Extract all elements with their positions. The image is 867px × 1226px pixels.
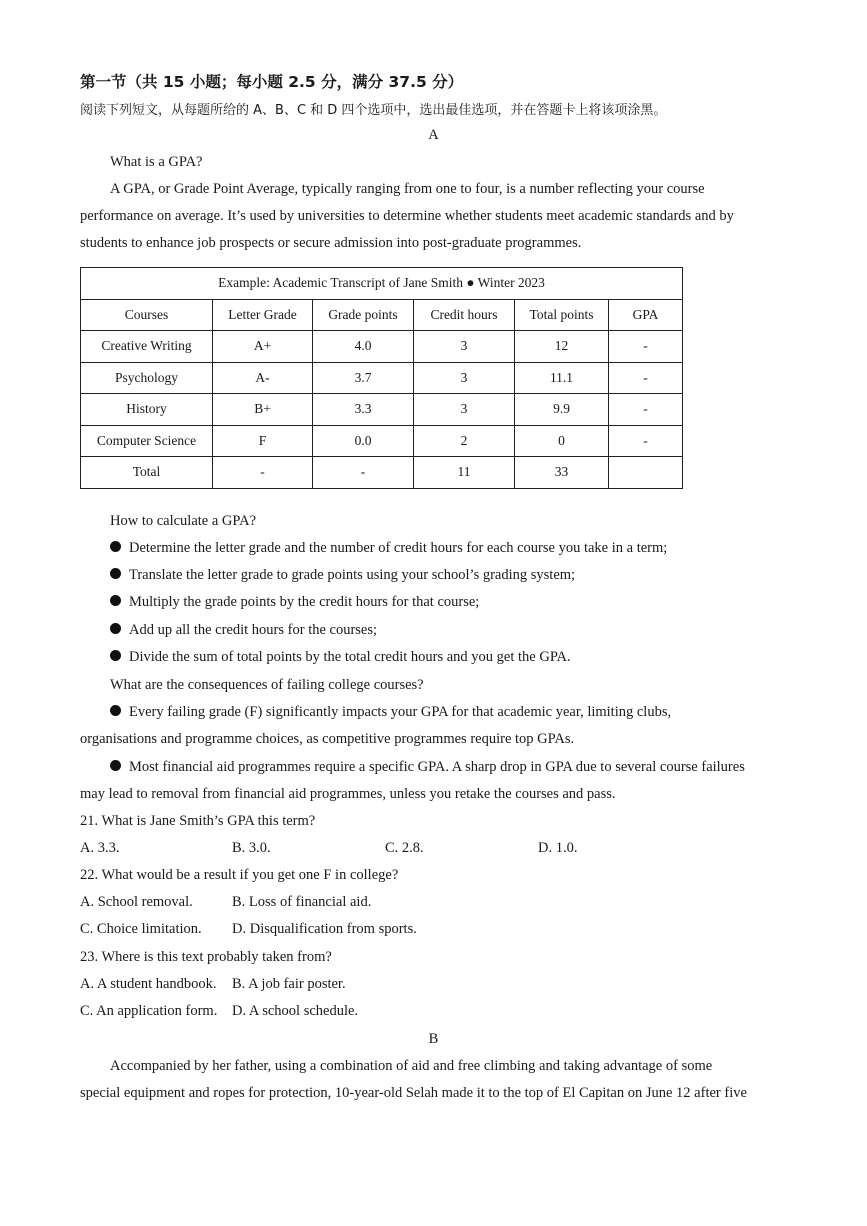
column-header: Letter Grade: [213, 299, 313, 331]
consequence-text: organisations and programme choices, as competitive programmes require top GPAs.: [80, 731, 575, 747]
table-row: [81, 394, 683, 426]
table-total-row: [81, 457, 683, 489]
intro-line: performance on average. It’s used by universities to determine whether students meet academic standards and by: [80, 208, 734, 224]
bullet-icon: [110, 595, 121, 606]
table-cell: 11: [414, 457, 515, 489]
step-item: [110, 540, 667, 557]
bullet-icon: [110, 705, 121, 716]
question-22-option-b: B. Loss of financial aid.: [232, 894, 372, 910]
transcript-table: [80, 267, 683, 489]
step-text: Multiply the grade points by the credit hours for that course;: [129, 594, 480, 610]
table-cell: A+: [213, 331, 313, 363]
table-cell: 33: [515, 457, 609, 489]
section-instructions: 阅读下列短文，从每题所给的 A、B、C 和 D 四个选项中，选出最佳选项，并在答题卡上将该项涂黑。: [80, 103, 667, 118]
question-23-option-b: B. A job fair poster.: [232, 976, 346, 992]
consequence-item: [110, 704, 671, 721]
table-cell: History: [81, 394, 213, 426]
table-cell: F: [213, 425, 313, 457]
question-21-stem: 21. What is Jane Smith’s GPA this term?: [80, 813, 316, 829]
table-cell: 3.7: [313, 362, 414, 394]
table-cell: -: [609, 394, 683, 426]
step-item: [110, 567, 575, 584]
section-title: 第一节（共 15 小题；每小题 2.5 分，满分 37.5 分）: [80, 73, 464, 91]
table-cell: 9.9: [515, 394, 609, 426]
step-text: Translate the letter grade to grade points using your school’s grading system;: [129, 567, 576, 583]
table-cell: -: [213, 457, 313, 489]
question-22-option-a: A. School removal.: [80, 894, 193, 910]
heading-consequences: What are the consequences of failing college courses?: [110, 677, 424, 693]
table-cell: -: [609, 331, 683, 363]
table-cell: A-: [213, 362, 313, 394]
table-cell: 12: [515, 331, 609, 363]
table-cell: 4.0: [313, 331, 414, 363]
step-text: Add up all the credit hours for the courses;: [129, 622, 378, 638]
column-header: Courses: [81, 299, 213, 331]
table-cell: 3: [414, 394, 515, 426]
column-header: Credit hours: [414, 299, 515, 331]
table-cell: 3.3: [313, 394, 414, 426]
table-cell: 3: [414, 362, 515, 394]
table-cell: -: [609, 362, 683, 394]
table-row: [81, 425, 683, 457]
table-cell: Total: [81, 457, 213, 489]
column-header: Total points: [515, 299, 609, 331]
step-item: [110, 649, 571, 666]
table-cell: B+: [213, 394, 313, 426]
table-cell: [609, 457, 683, 489]
table-row: [81, 362, 683, 394]
question-21-option-b: B. 3.0.: [232, 840, 271, 856]
table-cell: Creative Writing: [81, 331, 213, 363]
question-23-option-a: A. A student handbook.: [80, 976, 217, 992]
bullet-icon: [110, 760, 121, 771]
question-22-option-c: C. Choice limitation.: [80, 921, 202, 937]
step-item: [110, 594, 479, 611]
table-cell: 0: [515, 425, 609, 457]
step-text: Determine the letter grade and the number of credit hours for each course you take in a term;: [129, 540, 668, 556]
column-header: Grade points: [313, 299, 414, 331]
intro-line: students to enhance job prospects or secure admission into post-graduate programmes.: [80, 235, 582, 251]
consequence-text: may lead to removal from financial aid programmes, unless you retake the courses and pass.: [80, 786, 616, 802]
question-22-option-d: D. Disqualification from sports.: [232, 921, 417, 937]
step-item: [110, 622, 377, 639]
table-row: [81, 331, 683, 363]
table-caption-row: [81, 268, 683, 300]
table-header-row: [81, 299, 683, 331]
bullet-icon: [110, 623, 121, 634]
consequence-text: Most financial aid programmes require a specific GPA. A sharp drop in GPA due to several course failures: [129, 759, 745, 775]
table-cell: 2: [414, 425, 515, 457]
passage-b-line: Accompanied by her father, using a combination of aid and free climbing and taking advantage of some: [110, 1058, 713, 1074]
question-23-stem: 23. Where is this text probably taken from?: [80, 949, 332, 965]
table-cell: 3: [414, 331, 515, 363]
intro-line: A GPA, or Grade Point Average, typically ranging from one to four, is a number reflecting your course: [110, 181, 705, 197]
heading-how-to-calculate: How to calculate a GPA?: [110, 513, 257, 529]
table-cell: 11.1: [515, 362, 609, 394]
consequence-item: [110, 759, 745, 776]
question-23-option-d: D. A school schedule.: [232, 1003, 359, 1019]
question-21-option-a: A. 3.3.: [80, 840, 120, 856]
question-23-option-c: C. An application form.: [80, 1003, 218, 1019]
table-caption: Example: Academic Transcript of Jane Smith ● Winter 2023: [81, 268, 683, 300]
question-21-option-c: C. 2.8.: [385, 840, 424, 856]
bullet-icon: [110, 650, 121, 661]
consequence-text: Every failing grade (F) significantly impacts your GPA for that academic year, limiting clubs,: [129, 704, 672, 720]
heading-what-is-gpa: What is a GPA?: [110, 154, 203, 170]
passage-b-line: special equipment and ropes for protection, 10-year-old Selah made it to the top of El Capitan on June 12 after five: [80, 1085, 747, 1101]
table-cell: 0.0: [313, 425, 414, 457]
passage-b-label: B: [428, 1031, 439, 1047]
bullet-icon: [110, 541, 121, 552]
table-cell: -: [313, 457, 414, 489]
table-cell: Psychology: [81, 362, 213, 394]
passage-a-label: A: [428, 127, 439, 143]
step-text: Divide the sum of total points by the total credit hours and you get the GPA.: [129, 649, 571, 665]
column-header: GPA: [609, 299, 683, 331]
question-22-stem: 22. What would be a result if you get one F in college?: [80, 867, 399, 883]
bullet-icon: [110, 568, 121, 579]
question-21-option-d: D. 1.0.: [538, 840, 578, 856]
table-cell: -: [609, 425, 683, 457]
table-cell: Computer Science: [81, 425, 213, 457]
